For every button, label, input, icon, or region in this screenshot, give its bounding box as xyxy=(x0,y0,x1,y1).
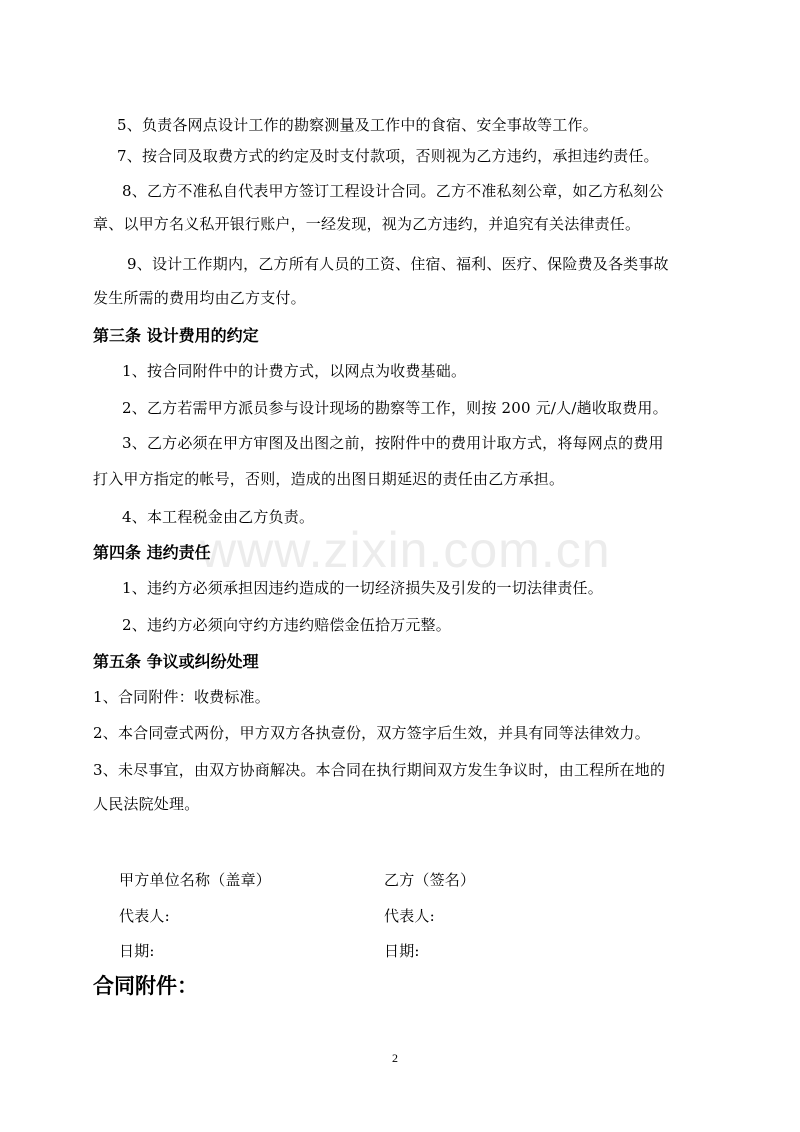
attachment-title: 合同附件： xyxy=(93,974,198,998)
clause-item-9-line-2: 发生所需的费用均由乙方支付。 xyxy=(93,289,306,307)
section-3-item-4: 4、本工程税金由乙方负责。 xyxy=(122,508,315,526)
party-b-representative-label: 代表人: xyxy=(384,907,435,925)
section-3-title: 第三条 设计费用的约定 xyxy=(93,326,259,345)
clause-item-8-line-1: 8、乙方不准私自代表甲方签订工程设计合同。乙方不准私刻公章，如乙方私刻公 xyxy=(122,182,664,200)
section-5-item-2: 2、本合同壹式两份，甲方双方各执壹份，双方签字后生效，并具有同等法律效力。 xyxy=(93,724,650,742)
section-3-item-3-line-1: 3、乙方必须在甲方审图及出图之前，按附件中的费用计取方式，将每网点的费用 xyxy=(122,434,664,452)
section-5-item-1: 1、合同附件：收费标准。 xyxy=(93,688,270,706)
clause-item-9-line-1: 9、设计工作期内，乙方所有人员的工资、住宿、福利、医疗、保险费及各类事故 xyxy=(127,255,669,273)
section-5-item-3-line-1: 3、未尽事宜，由双方协商解决。本合同在执行期间双方发生争议时，由工程所在地的 xyxy=(93,761,666,779)
party-a-representative-label: 代表人: xyxy=(119,907,170,925)
party-a-name-label: 甲方单位名称（盖章） xyxy=(119,871,272,889)
section-4-item-1: 1、违约方必须承担因违约造成的一切经济损失及引发的一切法律责任。 xyxy=(122,579,603,597)
section-4-item-2: 2、违约方必须向守约方违约赔偿金伍拾万元整。 xyxy=(122,616,451,634)
party-b-date-label: 日期: xyxy=(384,942,420,960)
party-b-name-label: 乙方（签名） xyxy=(384,871,476,889)
party-a-date-label: 日期: xyxy=(119,942,155,960)
section-5-title: 第五条 争议或纠纷处理 xyxy=(93,652,259,671)
clause-item-8-line-2: 章、以甲方名义私开银行账户，一经发现，视为乙方违约，并追究有关法律责任。 xyxy=(93,215,641,233)
page-number: 2 xyxy=(392,1051,398,1065)
clause-item-5: 5、负责各网点设计工作的勘察测量及工作中的食宿、安全事故等工作。 xyxy=(117,116,598,134)
section-3-item-2: 2、乙方若需甲方派员参与设计现场的勘察等工作，则按 200 元/人/趟收取费用。 xyxy=(122,399,668,417)
section-4-title: 第四条 违约责任 xyxy=(93,543,211,562)
section-3-item-3-line-2: 打入甲方指定的帐号，否则，造成的出图日期延迟的责任由乙方承担。 xyxy=(93,470,565,488)
section-3-item-1: 1、按合同附件中的计费方式，以网点为收费基础。 xyxy=(122,362,467,380)
section-5-item-3-line-2: 人民法院处理。 xyxy=(93,795,200,813)
watermark: www.zixin.com.cn xyxy=(200,522,611,578)
clause-item-7: 7、按合同及取费方式的约定及时支付款项，否则视为乙方违约，承担违约责任。 xyxy=(117,147,659,165)
